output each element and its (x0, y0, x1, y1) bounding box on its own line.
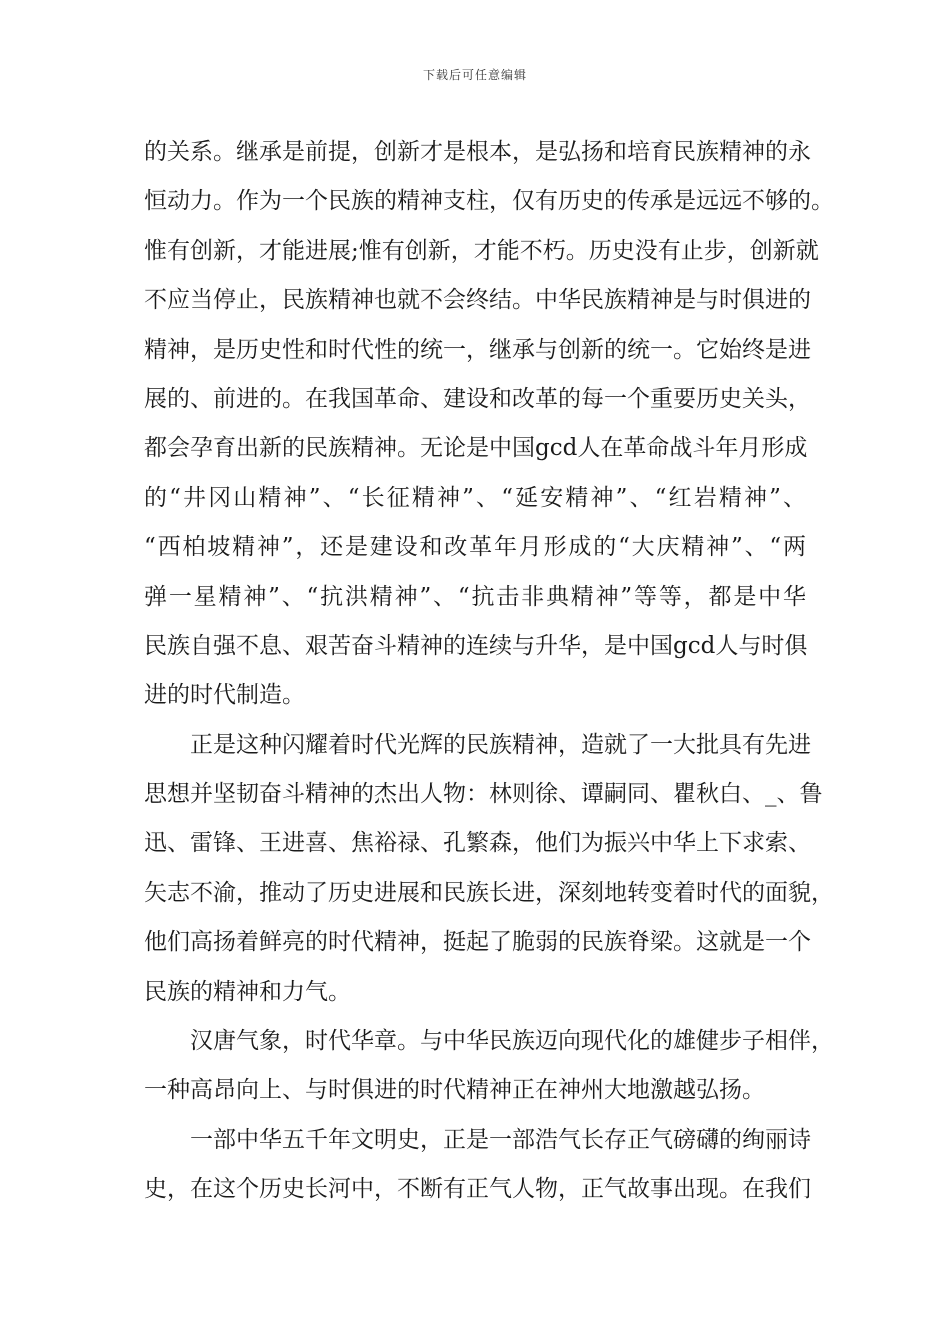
text-line: 不应当停止，民族精神也就不会终结。中华民族精神是与时俱进的 (144, 287, 811, 314)
text-line: 恒动力。作为一个民族的精神支柱，仅有历史的传承是远远不够的。 (144, 188, 834, 215)
text-line: 惟有创新，才能进展;惟有创新，才能不朽。历史没有止步，创新就 (144, 237, 819, 264)
text-line: 一种高昂向上、与时俱进的时代精神正在神州大地激越弘扬。 (144, 1077, 765, 1104)
text-line: 思想并坚韧奋斗精神的杰出人物：林则徐、谭嗣同、瞿秋白、_、鲁 (144, 781, 823, 808)
text-line: 的“井冈山精神”、“长征精神”、“延安精神”、“红岩精神”、 (144, 484, 806, 511)
text-line: 矢志不渝，推动了历史进展和民族长进，深刻地转变着时代的面貌， (144, 879, 834, 906)
text-line: 史，在这个历史长河中，不断有正气人物，正气故事出现。在我们 (144, 1176, 811, 1203)
text-line: 的关系。继承是前提，创新才是根本，是弘扬和培育民族精神的永 (144, 139, 811, 165)
text-line: 民族自强不息、艰苦奋斗精神的连续与升华，是中国gcd人与时俱 (144, 632, 808, 659)
text-line: 都会孕育出新的民族精神。无论是中国gcd人在革命战斗年月形成 (144, 435, 808, 462)
text-line: 弹一星精神”、“抗洪精神”、“抗击非典精神”等等，都是中华 (144, 583, 806, 610)
text-line: 民族的精神和力气。 (144, 978, 351, 1005)
text-line: 正是这种闪耀着时代光辉的民族精神，造就了一大批具有先进 (190, 731, 811, 758)
text-line: 一部中华五千年文明史，正是一部浩气长存正气磅礴的绚丽诗 (190, 1126, 811, 1153)
text-line: 精神，是历史性和时代性的统一，继承与创新的统一。它始终是进 (144, 336, 811, 363)
text-line: 迅、雷锋、王进喜、焦裕禄、孔繁森，他们为振兴中华上下求索、 (144, 830, 811, 857)
text-line: 他们高扬着鲜亮的时代精神，挺起了脆弱的民族脊梁。这就是一个 (144, 929, 811, 956)
page-header: 下载后可任意编辑 (422, 68, 527, 82)
document-body (144, 128, 834, 1215)
text-line: 展的、前进的。在我国革命、建设和改革的每一个重要历史关头， (144, 385, 811, 412)
text-line: 进的时代制造。 (144, 682, 305, 709)
text-line: 汉唐气象，时代华章。与中华民族迈向现代化的雄健步子相伴， (190, 1028, 834, 1055)
text-line: “西柏坡精神”，还是建设和改革年月形成的“大庆精神”、“两 (144, 534, 806, 561)
